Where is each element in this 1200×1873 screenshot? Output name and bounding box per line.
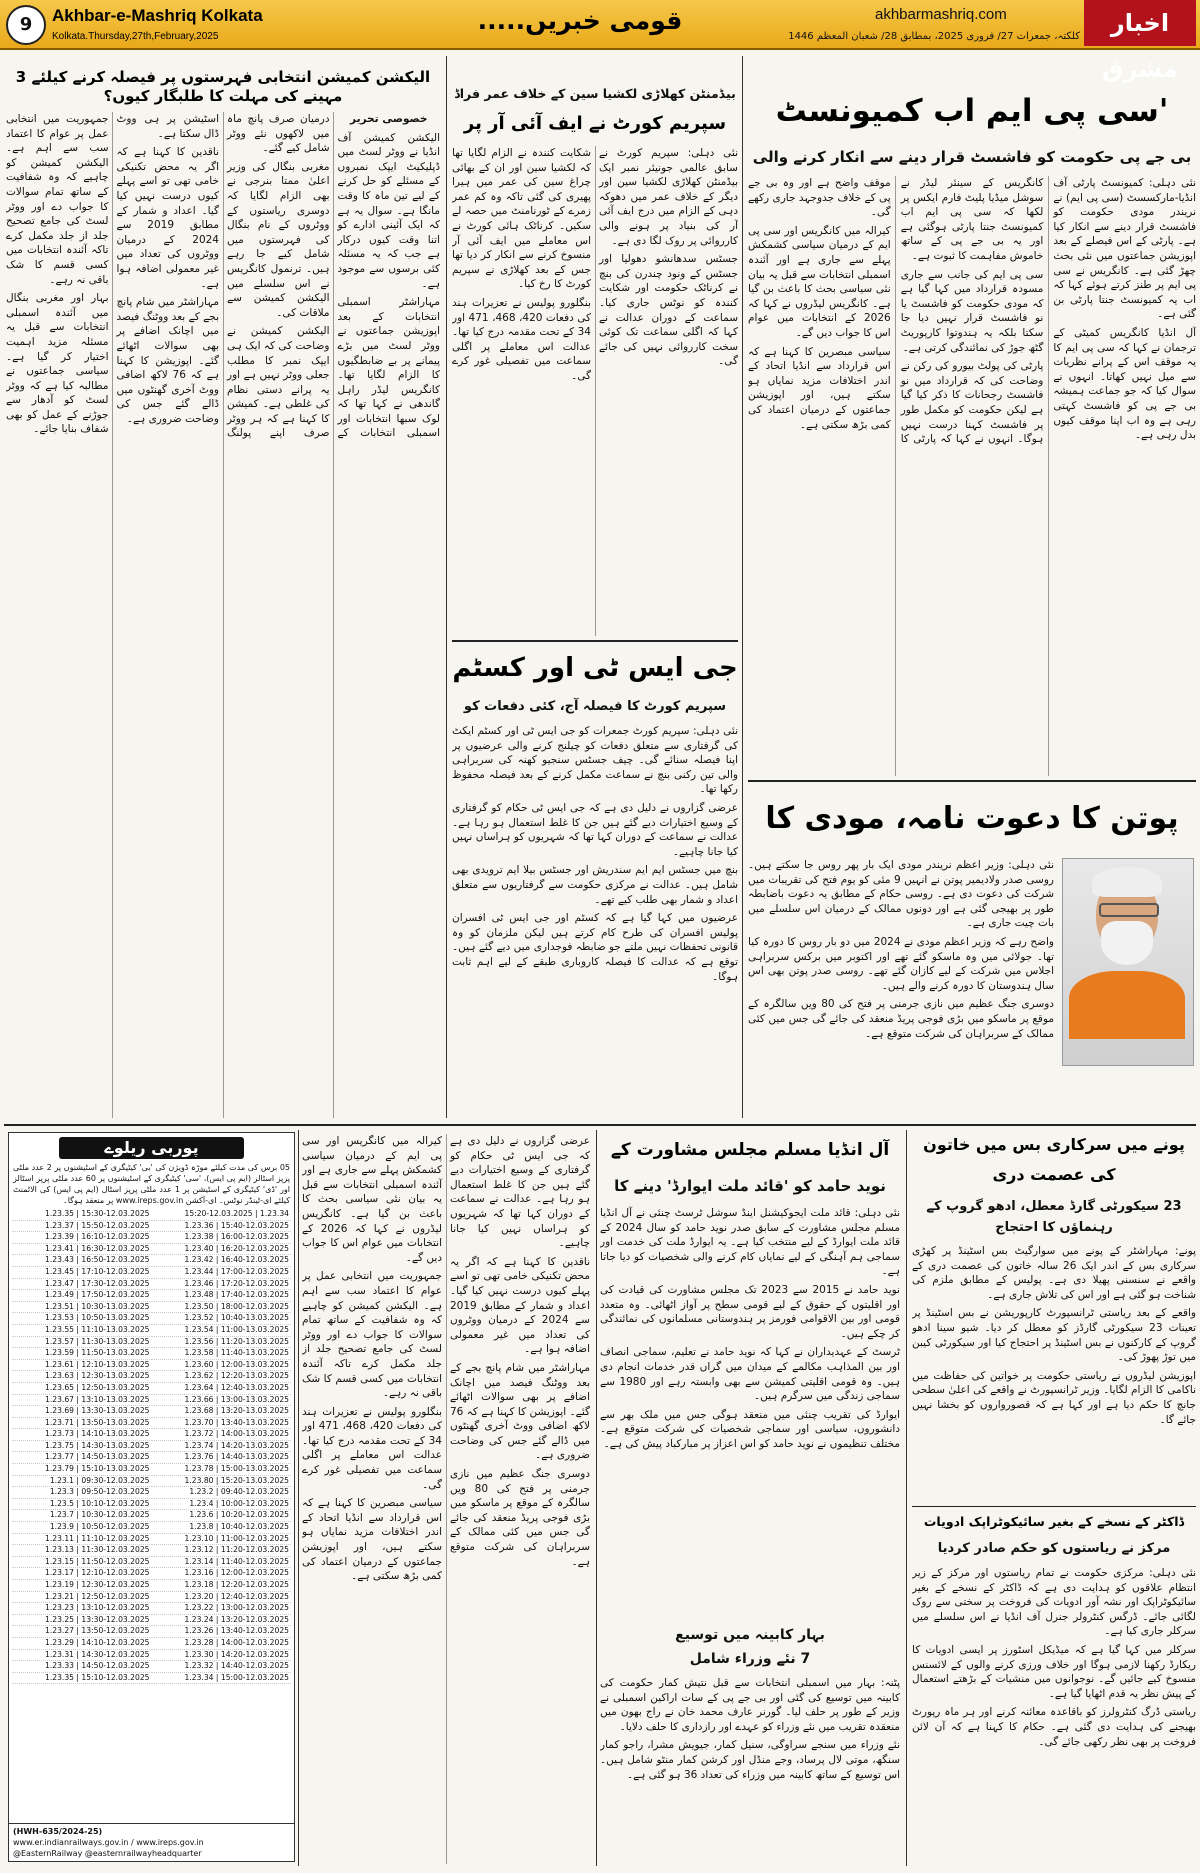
railway-schedule-row: 14:50-12.03.2025 | 1.23.33 (12, 1661, 152, 1673)
modi-para: واضح رہے کہ وزیر اعظم مودی نے 2024 میں دو بار روس کا دورہ کیا تھا۔ جولائی میں وہ ماسکو گئے تھے اور اکتوبر میں برکس سربراہی اجلاس میں شرکت کے لیے کازان گئے تھے۔ روسی صدر پوتن بھی اس سال ہندوستان کا دورہ کرنے والے ہیں۔ (748, 935, 1054, 992)
railway-schedule-row: 14:40-13.03.2025 | 1.23.76 (152, 1452, 292, 1464)
urdu-date: کلکتہ، جمعرات 27/ فروری 2025، بمطابق 28/ شعبان المعظم 1446 (788, 31, 1080, 42)
column-rule (446, 56, 447, 1118)
railway-schedule-row: 10:50-12.03.2025 | 1.23.9 (12, 1522, 152, 1534)
cpm-para: کیرالہ میں کانگریس اور سی پی ایم کے درمیان سیاسی کشمکش پہلے سے جاری ہے اور آئندہ اسمبلی انتخابات سے قبل یہ بیان نئی سیاسی بحث کا باعث بن گیا ہے۔ کانگریس لیڈروں نے کہا کہ 2026 کے انتخابات میں عوام اس کا جواب دیں گے۔ (748, 224, 891, 339)
pune-subhead-box (912, 1196, 1196, 1240)
divider (452, 640, 738, 642)
railway-schedule-row: 14:00-13.03.2025 | 1.23.72 (152, 1429, 292, 1441)
bihar-subhead: 7 نئے وزراء شامل (689, 1651, 811, 1667)
gst-para: نئی دہلی: سپریم کورٹ جمعرات کو جی ایس ٹی اور کسٹم ایکٹ کی گرفتاری سے متعلق دفعات کو چیلنج کرنے والی عرضیوں پر اپنا فیصلہ سنائے گی۔ چیف جسٹس سنجیو کھنہ کی سربراہی والی تین رکنی بنچ نے سماعت مکمل کرنے کے بعد فیصلہ محفوظ رکھا تھا۔ (452, 725, 738, 796)
railway-schedule-row: 14:20-13.03.2025 | 1.23.74 (152, 1441, 292, 1453)
railway-schedule-row: 11:00-13.03.2025 | 1.23.54 (152, 1325, 292, 1337)
election-body (6, 112, 440, 1118)
railway-schedule-row: 13:10-12.03.2025 | 1.23.23 (12, 1603, 152, 1615)
railway-schedule-row: 11:20-12.03.2025 | 1.23.12 (152, 1545, 292, 1557)
mushawarat-subhead-box (600, 1172, 900, 1202)
railway-schedule-row: 12:50-12.03.2025 | 1.23.21 (12, 1592, 152, 1604)
railway-schedule-row: 14:10-12.03.2025 | 1.23.29 (12, 1638, 152, 1650)
tender-reference: (HWH-635/2024-25) (13, 1827, 103, 1836)
english-newspaper-name: Akhbar-e-Mashriq Kolkata (52, 6, 263, 25)
railway-schedule-row: 12:30-13.03.2025 | 1.23.63 (12, 1371, 152, 1383)
bihar-body (600, 1676, 900, 1864)
pune-subhead: 23 سیکورٹی گارڈ معطل، ادھو گروپ کے رہنماؤں کا احتجاج (926, 1199, 1182, 1235)
railway-schedule-row: 10:50-13.03.2025 | 1.23.53 (12, 1313, 152, 1325)
continued-para: کیرالہ میں کانگریس اور سی پی ایم کے درمیان سیاسی کشمکش پہلے سے جاری ہے اور آئندہ اسمبلی انتخابات سے قبل یہ بیان نئی سیاسی بحث کا باعث بن گیا ہے۔ کانگریس لیڈروں نے کہا کہ 2026 کے انتخابات میں عوام اس کا جواب دیں گے۔ (302, 1135, 442, 1264)
election-para: مہاراشٹر میں شام پانچ بجے کے بعد ووٹنگ فیصد میں اچانک اضافے پر بھی سوالات اٹھائے گئے۔ اپوزیشن کا کہنا ہے کہ 76 لاکھ اضافی ووٹ آخری گھنٹوں میں ڈالے گئے جس کی وضاحت ضروری ہے۔ (116, 296, 219, 425)
railway-schedule-row: 15:00-13.03.2025 | 1.23.78 (152, 1464, 292, 1476)
railway-ad-title: پوربی ریلوے (59, 1137, 244, 1159)
mushawarat-para: نئی دہلی: قائد ملت ایجوکیشنل اینڈ سوشل ٹرسٹ چنئی نے آل انڈیا مسلم مجلس مشاورت کے سابق صدر نوید حامد کو سال 2024 کے قائد ملت ایوارڈ کے لیے منتخب کیا ہے۔ یہ ایوارڈ ملت کی خدمت اور سماجی ہم آہنگی کے لیے نمایاں کام کرنے والی شخصیات کو دیا جاتا ہے۔ (600, 1207, 900, 1278)
railway-schedule-row: 16:50-12.03.2025 | 1.23.43 (12, 1255, 152, 1267)
badminton-body (452, 146, 738, 636)
railway-schedule-row: 11:00-12.03.2025 | 1.23.10 (152, 1534, 292, 1546)
railway-schedule-row: 10:30-12.03.2025 | 1.23.7 (12, 1510, 152, 1522)
railway-schedule-row: 16:00-12.03.2025 | 1.23.38 (152, 1232, 292, 1244)
railway-schedule-row: 12:00-13.03.2025 | 1.23.60 (152, 1360, 292, 1372)
mushawarat-headline-box (600, 1134, 900, 1168)
pune-para: پونے: مہاراشٹر کے پونے میں سوارگیٹ بس اسٹینڈ پر کھڑی سرکاری بس کے اندر ایک 26 سالہ خاتون کی عصمت دری کے واقعے نے سنسنی پھیلا دی ہے۔ پولیس کے مطابق ملزم کی شناخت ہو گئی ہے اور اس کی تلاش جاری ہے۔ (912, 1245, 1196, 1301)
continued-para: جمہوریت میں انتخابی عمل پر عوام کا اعتماد سب سے اہم ہے۔ الیکشن کمیشن کو چاہیے کہ وہ شفافیت کے ساتھ تمام سوالات کا جواب دے اور ووٹر لسٹ کی جامع تصحیح جلد از جلد مکمل کرے تاکہ آئندہ انتخابات میں کسی قسم کا شک باقی نہ رہے۔ (302, 1270, 442, 1400)
railway-social-handles[interactable]: @EasternRailway @easternrailwayheadquarter (13, 1849, 202, 1858)
medicine-para: ریاستی ڈرگ کنٹرولرز کو باقاعدہ معائنہ کرنے اور ہر ماہ رپورٹ بھیجنے کی ہدایت دی گئی ہے۔ حکام کا کہنا ہے کہ آن لائن فروخت پر بھی نظر رکھی جائے گی۔ (912, 1706, 1196, 1748)
badminton-para: شکایت کنندہ نے الزام لگایا تھا کہ لکشیا سین اور ان کے بھائی چراغ سین کی عمر میں ہیرا پھیری کی گئی تاکہ وہ کم عمر زمرے کے ٹورنامنٹ میں حصہ لے سکیں۔ کرناٹک ہائی کورٹ نے اس معاملے میں ایف آئی آر منسوخ کرنے سے انکار کر دیا تھا جس کے بعد کھلاڑی نے سپریم کورٹ کا رخ کیا۔ (452, 147, 591, 291)
badminton-para: نئی دہلی: سپریم کورٹ نے سابق عالمی جونیئر نمبر ایک بیڈمنٹن کھلاڑی لکشیا سین اور دیگر کے خلاف عمر میں دھوکہ دہی کے الزام میں درج ایف آئی آر کی بنیاد پر ہونے والی کارروائی پر روک لگا دی ہے۔ (599, 147, 738, 247)
railway-schedule-row: 12:40-12.03.2025 | 1.23.20 (152, 1592, 292, 1604)
election-para: الیکشن کمیشن نے وضاحت کی کہ ایک ہی ایپک نمبر کا مطلب جعلی ووٹر نہیں ہے اور یہ پرانے دستی نظام کی غلطی ہے۔ کمیشن کا کہنا ہے کہ ہر ووٹر صرف اپنے پولنگ اسٹیشن پر ہی ووٹ ڈال سکتا ہے۔ (116, 113, 330, 440)
continued-para: مہاراشٹر میں شام پانچ بجے کے بعد ووٹنگ فیصد میں اچانک اضافے پر بھی سوالات اٹھائے گئے۔ اپوزیشن کا کہنا ہے کہ 76 لاکھ اضافی ووٹ آخری گھنٹوں میں ڈالے گئے جس کی وضاحت ضروری ہے۔ (450, 1361, 590, 1462)
modi-body (748, 858, 1054, 1120)
modi-headline-box (748, 790, 1196, 850)
mushawarat-body (600, 1206, 900, 1616)
gst-subhead-box (452, 696, 738, 720)
election-para: بہار اور مغربی بنگال میں آئندہ اسمبلی انتخابات سے قبل یہ مسئلہ مزید اہمیت اختیار کر گیا ہے۔ سیاسی جماعتوں نے مطالبہ کیا ہے کہ ووٹر لسٹ کو آدھار سے جوڑنے کے عمل کو بھی شفاف بنایا جائے۔ (6, 292, 109, 436)
continued-para: عرضی گزاروں نے دلیل دی ہے کہ جی ایس ٹی حکام کو گرفتاری کے وسیع اختیارات دیے گئے ہیں جن کا غلط استعمال ہو رہا ہے۔ عدالت نے سماعت کے دوران کہا تھا کہ شہریوں کو ہراساں نہیں کیا جانا چاہیے۔ (450, 1135, 590, 1250)
english-date: Kolkata.Thursday,27th,February,2025 (52, 31, 219, 42)
modi-para: نئی دہلی: وزیر اعظم نریندر مودی ایک بار پھر روس جا سکتے ہیں۔ روسی صدر ولادیمیر پوتن نے انہیں 9 مئی کو یوم فتح کی تقریبات میں شرکت کی دعوت دی ہے۔ روسی حکام کے مطابق یہ دعوت باضابطہ طور پر بھیجی گئی ہے اور دونوں ممالک کے درمیان اس سلسلے میں بات چیت جاری ہے۔ (748, 859, 1054, 930)
photo-hair (1092, 867, 1162, 897)
pune-headline: پونے میں سرکاری بس میں خاتون کی عصمت دری (923, 1135, 1185, 1184)
railway-schedule-row: 11:10-12.03.2025 | 1.23.11 (12, 1534, 152, 1546)
railway-schedule-row: 14:40-12.03.2025 | 1.23.32 (152, 1661, 292, 1673)
bihar-subhead-box (600, 1648, 900, 1672)
railway-schedule-row: 13:20-12.03.2025 | 1.23.24 (152, 1615, 292, 1627)
cpm-para: کانگریس کے سینئر لیڈر نے سوشل میڈیا پلیٹ فارم ایکس پر لکھا کہ سی پی ایم اب کمیونسٹ جنتا پارٹی ہوگئی ہے اور یہ بی جے پی کے ساتھ خاموش مفاہمت کا ثبوت ہے۔ (900, 177, 1044, 262)
railway-schedule-row: 11:20-13.03.2025 | 1.23.56 (152, 1337, 292, 1349)
election-para: مغربی بنگال کی وزیر اعلیٰ ممتا بنرجی نے بھی الزام لگایا کہ دوسری ریاستوں کے ووٹروں کے نام بنگال کی فہرستوں میں شامل کیے جا رہے ہیں۔ ترنمول کانگریس نے اس سلسلے میں الیکشن کمیشن سے ملاقات کی۔ (227, 160, 330, 319)
railway-schedule-row: 13:50-12.03.2025 | 1.23.27 (12, 1626, 152, 1638)
election-para: الیکشن کمیشن آف انڈیا نے ووٹر لسٹ میں ڈپلیکیٹ ایپک نمبروں کے مسئلے کو حل کرنے کے لیے تین ماہ کا وقت مانگا ہے۔ سوال یہ ہے کہ ایک آئینی ادارے کو اتنا وقت کیوں درکار ہے جب کہ یہ مسئلہ کئی برسوں سے موجود ہے۔ (337, 131, 440, 290)
railway-schedule-row: 15:00-12.03.2025 | 1.23.34 (152, 1673, 292, 1685)
railway-schedule-row: 14:00-12.03.2025 | 1.23.28 (152, 1638, 292, 1650)
railway-schedule-row: 10:40-13.03.2025 | 1.23.52 (152, 1313, 292, 1325)
railway-schedule-row: 13:40-13.03.2025 | 1.23.70 (152, 1418, 292, 1430)
cpm-subhead-box (748, 145, 1196, 171)
railway-schedule-row: 12:20-12.03.2025 | 1.23.18 (152, 1580, 292, 1592)
masthead (0, 0, 1200, 83)
railway-schedule-row: 13:10-13.03.2025 | 1.23.67 (12, 1395, 152, 1407)
medicine-headline-box (912, 1510, 1196, 1536)
railway-schedule-row: 15:20-13.03.2025 | 1.23.80 (152, 1476, 292, 1488)
railway-schedule-row: 11:30-12.03.2025 | 1.23.13 (12, 1545, 152, 1557)
railway-schedule-row: 13:30-12.03.2025 | 1.23.25 (12, 1615, 152, 1627)
railway-schedule-row: 11:40-12.03.2025 | 1.23.14 (152, 1557, 292, 1569)
website-link[interactable]: akhbarmashriq.com (875, 6, 1007, 23)
mushawarat-para: ایوارڈ کی تقریب چنئی میں منعقد ہوگی جس میں ملک بھر سے دانشوروں، سیاسی اور سماجی شخصیات کی شرکت متوقع ہے۔ مختلف تنظیموں نے نوید حامد کو اس اعزاز پر مبارکباد پیش کی ہے۔ (600, 1408, 900, 1450)
railway-schedule-row: 10:10-12.03.2025 | 1.23.5 (12, 1499, 152, 1511)
column-rule (742, 56, 743, 1118)
continued-para: ناقدین کا کہنا ہے کہ اگر یہ محض تکنیکی خامی تھی تو اسے پہلے کیوں درست نہیں کیا گیا۔ اعداد و شمار کے مطابق 2019 سے 2024 کے درمیان ووٹروں کی تعداد میں غیر معمولی اضافہ ہوا ہے۔ (450, 1255, 590, 1356)
railway-schedule-row: 13:50-13.03.2025 | 1.23.71 (12, 1418, 152, 1430)
railway-schedule-row: 12:10-13.03.2025 | 1.23.61 (12, 1360, 152, 1372)
badminton-para: جسٹس سدھانشو دھولیا اور جسٹس کے ونود چندرن کی بنچ نے کرناٹک حکومت اور شکایت کنندہ کو نوٹس جاری کیا۔ سماعت کے دوران عدالت نے کہا کہ اگلی سماعت تک کوئی سخت کارروائی نہیں کی جائے گی۔ (599, 253, 738, 368)
mushawarat-subhead: نوید حامد کو 'قائد ملت ایوارڈ' دینے کا (614, 1177, 886, 1195)
mushawarat-para: نوید حامد نے 2015 سے 2023 تک مجلس مشاورت کی قیادت کی اور اقلیتوں کے حقوق کے لیے قومی سطح پر آواز اٹھائی۔ وہ متعدد قومی اور بین الاقوامی فورمز پر ہندوستانی مسلمانوں کی نمائندگی کر چکے ہیں۔ (600, 1283, 900, 1340)
cpm-body (748, 176, 1196, 776)
railway-schedule-row: 14:30-13.03.2025 | 1.23.75 (12, 1441, 152, 1453)
railway-schedule-row: 13:40-12.03.2025 | 1.23.26 (152, 1626, 292, 1638)
railway-schedule-row: 13:30-13.03.2025 | 1.23.69 (12, 1406, 152, 1418)
railway-schedule-row: 1.23.34 | 15:20-12.03.2025 (152, 1209, 292, 1221)
bihar-para: نئے وزراء میں سنجے سراوگی، سنیل کمار، جیویش مشرا، راجو کمار سنگھ، موتی لال پرساد، وجے منڈل اور کرشن کمار منٹو شامل ہیں۔ اس توسیع کے ساتھ کابینہ میں وزراء کی تعداد 36 ہو گئی ہے۔ (600, 1739, 900, 1781)
medicine-headline: ڈاکٹر کے نسخے کے بغیر سائیکوٹراپک ادویات (923, 1514, 1185, 1529)
modi-para: دوسری جنگ عظیم میں نازی جرمنی پر فتح کی 80 ویں سالگرہ کے موقع پر ماسکو میں بڑی فوجی پریڈ منعقد کی جائے گی جس میں کئی ممالک کے سربراہان کی شرکت متوقع ہے۔ (748, 998, 1054, 1040)
railway-schedule-row: 14:30-12.03.2025 | 1.23.31 (12, 1650, 152, 1662)
continued-para: دوسری جنگ عظیم میں نازی جرمنی پر فتح کی 80 ویں سالگرہ کے موقع پر ماسکو میں بڑی فوجی پریڈ منعقد کی جائے گی جس میں کئی ممالک کے سربراہان کی شرکت متوقع ہے۔ (450, 1468, 590, 1568)
election-para: مہاراشٹر اسمبلی انتخابات کے بعد اپوزیشن جماعتوں نے ووٹر لسٹ میں بڑے پیمانے پر بے ضابطگیوں کا الزام لگایا تھا۔ کانگریس لیڈر راہل گاندھی نے کہا تھا کہ لوک سبھا انتخابات اور اسمبلی انتخابات کے درمیان صرف پانچ ماہ میں لاکھوں نئے ووٹر شامل کیے گئے۔ (227, 113, 440, 440)
column-rule (298, 1130, 299, 1866)
election-headline: الیکشن کمیشن انتخابی فہرستوں پر فیصلہ کرنے کیلئے 3 مہینے کی مہلت کا طلبگار کیوں؟ (15, 68, 431, 105)
divider (912, 1506, 1196, 1507)
railway-schedule-row: 14:10-13.03.2025 | 1.23.73 (12, 1429, 152, 1441)
railway-tender-ad (8, 1132, 295, 1862)
railway-schedule-row: 18:00-12.03.2025 | 1.23.50 (152, 1302, 292, 1314)
railway-schedule-row: 12:10-12.03.2025 | 1.23.17 (12, 1568, 152, 1580)
mushawarat-para: ٹرسٹ کے عہدیداران نے کہا کہ نوید حامد نے تعلیم، سماجی انصاف اور بین المذاہب مکالمے کے میدان میں گراں قدر خدمات انجام دی ہیں۔ وہ قومی اقلیتی کمیشن سے بھی وابستہ رہے اور 1980 سے سماجی زندگی میں سرگرم ہیں۔ (600, 1346, 900, 1403)
railway-schedule-table (9, 1209, 294, 1684)
medicine-body (912, 1566, 1196, 1864)
cpm-headline-box (748, 86, 1196, 140)
railway-schedule-row: 15:10-12.03.2025 | 1.23.35 (12, 1673, 152, 1685)
cpm-para: پارٹی کی پولٹ بیورو کی رکن نے وضاحت کی کہ قرارداد میں نو فاشسٹ رجحانات کا ذکر کیا گیا ہے لیکن حکومت کو مکمل طور پر فاشسٹ کہنا درست نہیں ہوگا۔ انہوں نے کہا کہ پارٹی کا موقف واضح ہے اور وہ بی جے پی کے خلاف جدوجہد جاری رکھے گی۔ (748, 177, 1044, 446)
railway-schedule-row: 17:00-12.03.2025 | 1.23.44 (152, 1267, 292, 1279)
railway-schedule-row: 16:10-12.03.2025 | 1.23.39 (12, 1232, 152, 1244)
gst-para: بنچ میں جسٹس ایم ایم سندریش اور جسٹس بیلا ایم ترویدی بھی شامل ہیں۔ عدالت نے مرکزی حکومت سے گرفتاریوں سے متعلق اعداد و شمار بھی طلب کیے تھے۔ (452, 864, 738, 906)
continued-para: بنگلورو پولیس نے تعزیرات ہند کی دفعات 420، 468، 471 اور 34 کے تحت مقدمہ درج کیا تھا۔ عدالت اس معاملے پر اگلی سماعت میں تفصیلی غور کرے گی۔ (302, 1405, 442, 1491)
modi-headline: پوتن کا دعوت نامہ، مودی کا (765, 801, 1179, 836)
pune-headline-box (912, 1130, 1196, 1194)
badminton-kicker: بیڈمنٹن کھلاڑی لکشیا سین کے خلاف عمر فراڈ (454, 86, 736, 101)
election-headline-box (6, 68, 440, 108)
railway-schedule-row: 16:40-12.03.2025 | 1.23.42 (152, 1255, 292, 1267)
gst-subhead: سپریم کورٹ کا فیصلہ آج، کئی دفعات کو (463, 699, 727, 714)
railway-schedule-row: 14:20-12.03.2025 | 1.23.30 (152, 1650, 292, 1662)
railway-ad-footer (9, 1823, 294, 1861)
railway-schedule-row: 15:10-13.03.2025 | 1.23.79 (12, 1464, 152, 1476)
medicine-para: سرکلر میں کہا گیا ہے کہ میڈیکل اسٹورز پر ایسی ادویات کا ریکارڈ رکھنا لازمی ہوگا اور خلاف ورزی کرنے والوں کے لائسنس منسوخ کیے جائیں گے۔ نوجوانوں میں منشیات کے بڑھتے استعمال کے پیش نظر یہ قدم اٹھایا گیا ہے۔ (912, 1643, 1196, 1700)
railway-schedule-row: 10:30-13.03.2025 | 1.23.51 (12, 1302, 152, 1314)
railway-ad-intro: 05 برس کی مدت کیلئے موڑہ ڈویژن کی 'بی' کیٹیگری کے اسٹیشنوں پر 2 عدد ملٹی پرپز اسٹالز (ایم پی ایس)، 'سی' کیٹیگری کے اسٹیشنوں پر 60 عدد ملٹی پرپز اسٹالز اور 'ڈی' کیٹیگری کے اسٹیشن پر 1 عدد ملٹی پرپز اسٹال (ایم پی ایس) کی الاٹمنٹ کیلئے ای-ٹینڈر نوٹس۔ ای-آکشن www.ireps.gov.in پر منعقد ہوگا۔ (13, 1163, 291, 1205)
railway-schedule-row: 17:50-12.03.2025 | 1.23.49 (12, 1290, 152, 1302)
gst-para: عرضی گزاروں نے دلیل دی ہے کہ جی ایس ٹی حکام کو گرفتاری کے وسیع اختیارات دیے گئے ہیں جن کا غلط استعمال ہو رہا ہے۔ عدالت نے سماعت کے دوران کہا تھا کہ شہریوں کو ہراساں نہیں کیا جانا چاہیے۔ (452, 801, 738, 858)
railway-schedule-row: 14:50-13.03.2025 | 1.23.77 (12, 1452, 152, 1464)
railway-schedule-row: 12:50-13.03.2025 | 1.23.65 (12, 1383, 152, 1395)
railway-schedule-row: 17:40-12.03.2025 | 1.23.48 (152, 1290, 292, 1302)
badminton-kicker-box (452, 84, 738, 106)
railway-schedule-row: 13:00-12.03.2025 | 1.23.22 (152, 1603, 292, 1615)
page-number: 9 (6, 5, 46, 45)
railway-schedule-row: 10:00-12.03.2025 | 1.23.4 (152, 1499, 292, 1511)
column-rule (596, 1130, 597, 1866)
badminton-headline-box (452, 108, 738, 142)
gst-body (452, 724, 738, 1118)
pune-body (912, 1244, 1196, 1502)
railway-schedule-row: 11:40-13.03.2025 | 1.23.58 (152, 1348, 292, 1360)
railway-schedule-row: 12:00-12.03.2025 | 1.23.16 (152, 1568, 292, 1580)
section-title: قومی خبریں..... (477, 6, 683, 35)
newspaper-logo: اخبار مشرق (1084, 0, 1196, 46)
railway-schedule-row: 15:50-12.03.2025 | 1.23.37 (12, 1221, 152, 1233)
badminton-para: بنگلورو پولیس نے تعزیرات ہند کی دفعات 420، 468، 471 اور 34 کے تحت مقدمہ درج کیا تھا۔ عدالت اس معاملے پر اگلی سماعت میں تفصیلی غور کرے گی۔ (452, 296, 591, 382)
column-rule (906, 1130, 907, 1866)
cpm-headline: 'سی پی ایم اب کمیونسٹ (775, 93, 1169, 129)
gst-headline: جی ایس ٹی اور کسٹم (452, 653, 738, 683)
continued-para: سیاسی مبصرین کا کہنا ہے کہ اس قرارداد سے انڈیا اتحاد کے اندر اختلافات مزید نمایاں ہو سکتے ہیں، اور اپوزیشن جماعتوں کے درمیان اعتماد کی کمی بڑھ سکتی ہے۔ (302, 1497, 442, 1583)
cpm-para: سیاسی مبصرین کا کہنا ہے کہ اس قرارداد سے انڈیا اتحاد کے اندر اختلافات مزید نمایاں ہو سکتے ہیں، اور اپوزیشن جماعتوں کے درمیان اعتماد کی کمی بڑھ سکتی ہے۔ (748, 345, 891, 431)
election-para: جمہوریت میں انتخابی عمل پر عوام کا اعتماد سب سے اہم ہے۔ الیکشن کمیشن کو چاہیے کہ وہ شفافیت کے ساتھ تمام سوالات کا جواب دے اور ووٹر لسٹ کی جامع تصحیح جلد از جلد مکمل کرے تاکہ آئندہ انتخابات میں کسی قسم کا شک باقی نہ رہے۔ (6, 113, 109, 286)
section-divider (4, 1124, 1196, 1126)
railway-schedule-row: 13:20-13.03.2025 | 1.23.68 (152, 1406, 292, 1418)
photo-glasses (1099, 903, 1159, 917)
cpm-para: آل انڈیا کانگریس کمیٹی کے ترجمان نے کہا کہ سی پی ایم کا یہ موقف اس کے پرانے نظریات سے میل نہیں کھاتا۔ انہوں نے سوال کیا کہ جو جماعت ہمیشہ بی جے پی کو فاشسٹ کہتی رہی ہے وہ اب اپنا موقف کیوں بدل رہی ہے۔ (1053, 326, 1196, 442)
medicine-subhead: مرکز نے ریاستوں کو حکم صادر کردیا (937, 1541, 1171, 1556)
cpm-para: سی پی ایم کی جانب سے جاری مسودہ قرارداد میں کہا گیا ہے کہ مودی حکومت کو فاشسٹ یا نو فاشسٹ قرار نہیں دیا جا سکتا بلکہ یہ ہندوتوا کارپوریٹ گٹھ جوڑ کی نمائندگی کرتی ہے۔ (900, 268, 1044, 354)
railway-schedule-row: 09:50-12.03.2025 | 1.23.3 (12, 1487, 152, 1499)
railway-schedule-row: 16:30-12.03.2025 | 1.23.41 (12, 1244, 152, 1256)
railway-schedule-row: 09:40-12.03.2025 | 1.23.2 (152, 1487, 292, 1499)
railway-schedule-row: 13:00-13.03.2025 | 1.23.66 (152, 1395, 292, 1407)
railway-schedule-row: 15:30-12.03.2025 | 1.23.35 (12, 1209, 152, 1221)
railway-schedule-row: 15:40-12.03.2025 | 1.23.36 (152, 1221, 292, 1233)
medicine-para: نئی دہلی: مرکزی حکومت نے تمام ریاستوں اور مرکز کے زیر انتظام علاقوں کو ہدایت دی ہے کہ ڈاکٹر کے نسخے کے بغیر سائیکوٹراپک اور نشہ آور ادویات کی فروخت پر سختی سے روک لگائی جائے۔ ڈرگس کنٹرولر جنرل آف انڈیا نے اس سلسلے میں سرکلر جاری کیا ہے۔ (912, 1567, 1196, 1638)
badminton-headline: سپریم کورٹ نے ایف آئی آر پر (463, 113, 727, 134)
railway-schedule-row: 12:20-13.03.2025 | 1.23.62 (152, 1371, 292, 1383)
railway-schedule-row: 11:30-13.03.2025 | 1.23.57 (12, 1337, 152, 1349)
railway-schedule-row: 17:30-12.03.2025 | 1.23.47 (12, 1279, 152, 1291)
cpm-subhead: بی جے پی حکومت کو فاشسٹ قرار دینے سے انکار کرنے والی (752, 148, 1192, 166)
railway-website-links[interactable]: www.er.indianrailways.gov.in / www.ireps.gov.in (13, 1838, 204, 1847)
railway-schedule-row: 11:10-13.03.2025 | 1.23.55 (12, 1325, 152, 1337)
railway-schedule-row: 09:30-12.03.2025 | 1.23.1 (12, 1476, 152, 1488)
railway-schedule-row: 16:20-12.03.2025 | 1.23.40 (152, 1244, 292, 1256)
bihar-para: پٹنہ: بہار میں اسمبلی انتخابات سے قبل نتیش کمار حکومت کی کابینہ میں توسیع کی گئی اور بی جے پی کے سات اراکین اسمبلی نے وزیر کے طور پر حلف لیا۔ گورنر عارف محمد خان نے راج بھون میں منعقدہ تقریب میں نئے وزراء کو عہدے اور رازداری کا حلف دلایا۔ (600, 1677, 900, 1733)
mushawarat-continued (302, 1134, 590, 1864)
photo-beard (1101, 921, 1153, 965)
cpm-para: نئی دہلی: کمیونسٹ پارٹی آف انڈیا-مارکسسٹ (سی پی ایم) نے نریندر مودی حکومت کو فاشسٹ قرار دینے سے انکار کیا ہے۔ پارٹی کے اس فیصلے کے بعد اپوزیشن جماعتوں میں نئی بحث چھڑ گئی ہے۔ کانگریس نے سی پی ایم پر طنز کرتے ہوئے کہا کہ اب یہ کمیونسٹ جنتا پارٹی بن گئی ہے۔ (1053, 177, 1196, 321)
railway-schedule-row: 10:20-12.03.2025 | 1.23.6 (152, 1510, 292, 1522)
railway-schedule-row: 10:40-12.03.2025 | 1.23.8 (152, 1522, 292, 1534)
modi-photo (1062, 858, 1194, 1066)
mushawarat-headline: آل انڈیا مسلم مجلس مشاورت کے (610, 1140, 890, 1160)
railway-schedule-row: 11:50-12.03.2025 | 1.23.15 (12, 1557, 152, 1569)
railway-schedule-row: 12:30-12.03.2025 | 1.23.19 (12, 1580, 152, 1592)
election-para: ناقدین کا کہنا ہے کہ اگر یہ محض تکنیکی خامی تھی تو اسے پہلے کیوں درست نہیں کیا گیا۔ اعداد و شمار کے مطابق 2019 سے 2024 کے درمیان ووٹروں کی تعداد میں غیر معمولی اضافہ ہوا ہے۔ (116, 146, 219, 290)
medicine-subhead-box (912, 1538, 1196, 1562)
bihar-headline-box (600, 1624, 900, 1648)
election-byline: خصوصی تحریر (350, 113, 428, 125)
pune-para: اپوزیشن لیڈروں نے ریاستی حکومت پر خواتین کی حفاظت میں ناکامی کا الزام لگایا۔ وزیر ٹرانسپورٹ نے واقعے کی اعلیٰ سطحی جانچ کا حکم دیا ہے اور کہا ہے کہ قصورواروں کو بخشا نہیں جائے گا۔ (912, 1369, 1196, 1426)
gst-para: عرضیوں میں کہا گیا ہے کہ کسٹم اور جی ایس ٹی افسران پولیس افسران کی طرح کام کرتے ہیں لیکن ملزمان کو وہ قانونی تحفظات نہیں ملتے جو ضابطہ فوجداری میں دیے گئے ہیں۔ توقع ہے کہ عدالت کا فیصلہ کاروباری طبقے کے لیے اہم ثابت ہوگا۔ (452, 912, 738, 983)
divider (748, 780, 1196, 782)
railway-schedule-row: 12:40-13.03.2025 | 1.23.64 (152, 1383, 292, 1395)
pune-para: واقعے کے بعد ریاستی ٹرانسپورٹ کارپوریشن نے بس اسٹینڈ پر تعینات 23 سیکورٹی گارڈز کو معطل کر دیا۔ شیو سینا ادھو گروپ کے کارکنوں نے بس اسٹینڈ پر احتجاج کیا اور سیکورٹی کیبن میں توڑ پھوڑ کی۔ (912, 1307, 1196, 1364)
photo-kurta (1069, 971, 1185, 1039)
bihar-headline: بہار کابینہ میں توسیع (675, 1627, 825, 1643)
railway-schedule-row: 17:10-12.03.2025 | 1.23.45 (12, 1267, 152, 1279)
gst-headline-box (452, 646, 738, 692)
railway-schedule-row: 11:50-13.03.2025 | 1.23.59 (12, 1348, 152, 1360)
railway-schedule-row: 17:20-12.03.2025 | 1.23.46 (152, 1279, 292, 1291)
